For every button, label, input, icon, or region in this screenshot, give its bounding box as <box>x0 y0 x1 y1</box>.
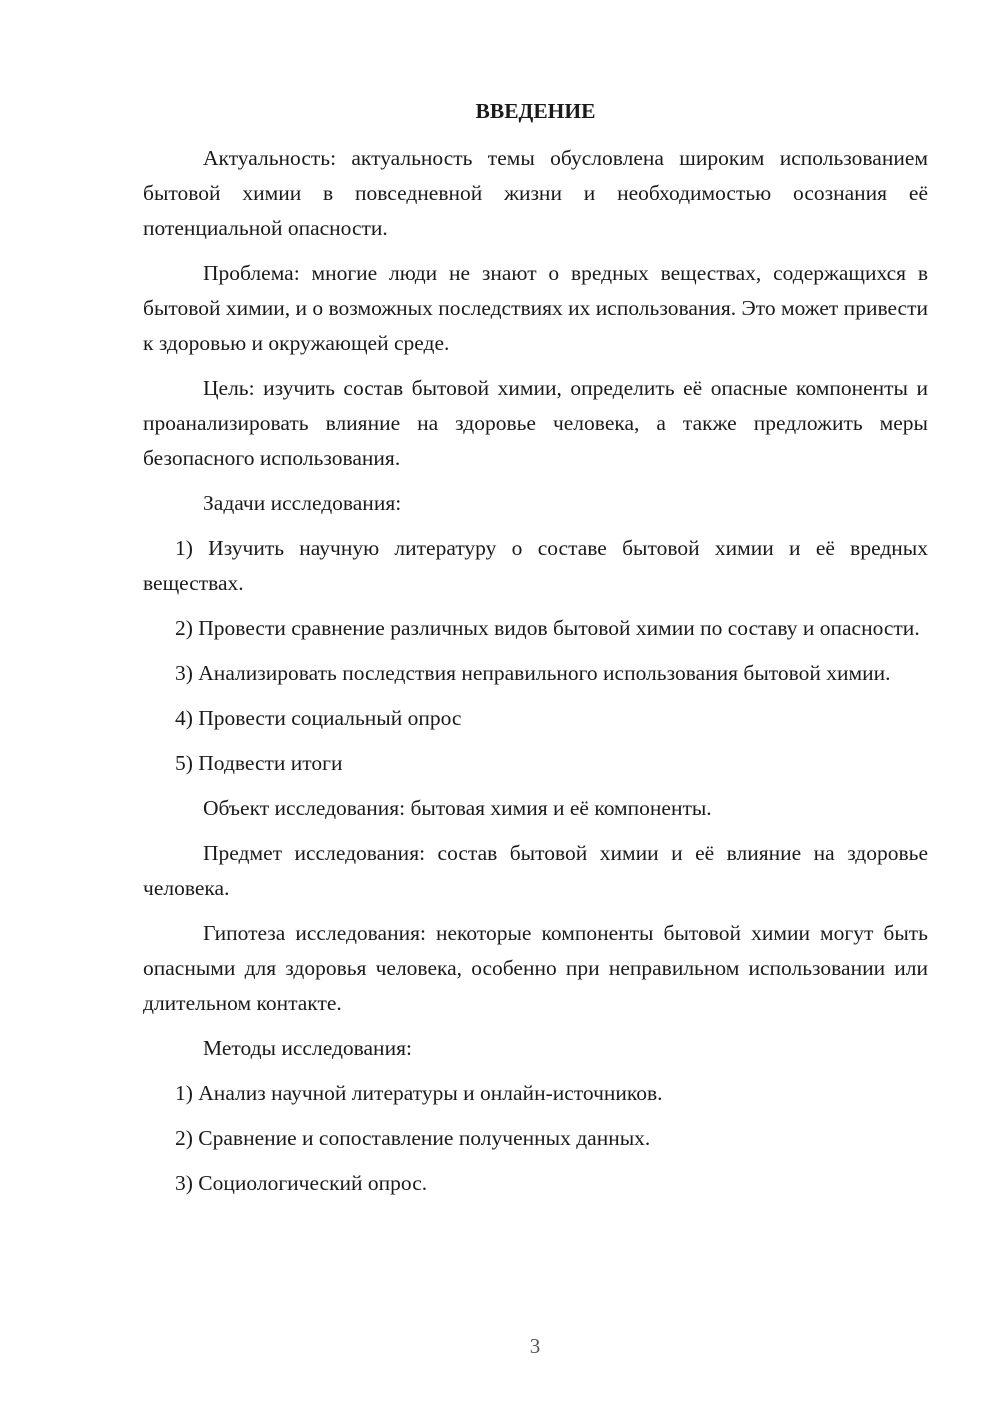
method-item-1: 1) Анализ научной литературы и онлайн-источников. <box>175 1081 663 1105</box>
goal-paragraph: Цель: изучить состав бытовой химии, определить её опасные компоненты и проанализировать влияние на здоровье человека, а также предложить меры безопасного использования. <box>143 376 928 470</box>
tasks-label: Задачи исследования: <box>203 491 402 515</box>
hypothesis-paragraph: Гипотеза исследования: некоторые компоненты бытовой химии могут быть опасными для здоровья человека, особенно при неправильном использовании или длительном контакте. <box>143 921 928 1015</box>
method-item-3: 3) Социологический опрос. <box>175 1171 428 1195</box>
page-heading: ВВЕДЕНИЕ <box>475 99 596 123</box>
method-item-2: 2) Сравнение и сопоставление полученных данных. <box>175 1126 651 1150</box>
task-item-3: 3) Анализировать последствия неправильного использования бытовой химии. <box>175 661 891 685</box>
subject-paragraph: Предмет исследования: состав бытовой химии и её влияние на здоровье человека. <box>143 841 928 900</box>
page-number: 3 <box>529 1334 541 1358</box>
methods-label: Методы исследования: <box>203 1036 412 1060</box>
object-paragraph: Объект исследования: бытовая химия и её компоненты. <box>203 796 712 820</box>
document-page <box>143 94 928 1211</box>
relevance-paragraph: Актуальность: актуальность темы обусловлена широким использованием бытовой химии в повседневной жизни и необходимостью осознания её потенциальной опасности. <box>143 146 928 240</box>
task-item-4: 4) Провести социальный опрос <box>175 706 462 730</box>
problem-paragraph: Проблема: многие люди не знают о вредных веществах, содержащихся в бытовой химии, и о возможных последствиях их использования. Это может привести к здоровью и окружающей среде. <box>143 261 928 355</box>
task-item-2: 2) Провести сравнение различных видов бытовой химии по составу и опасности. <box>175 616 920 640</box>
task-item-5: 5) Подвести итоги <box>175 751 343 775</box>
task-item-1: 1) Изучить научную литературу о составе бытовой химии и её вредных веществах. <box>143 536 928 595</box>
